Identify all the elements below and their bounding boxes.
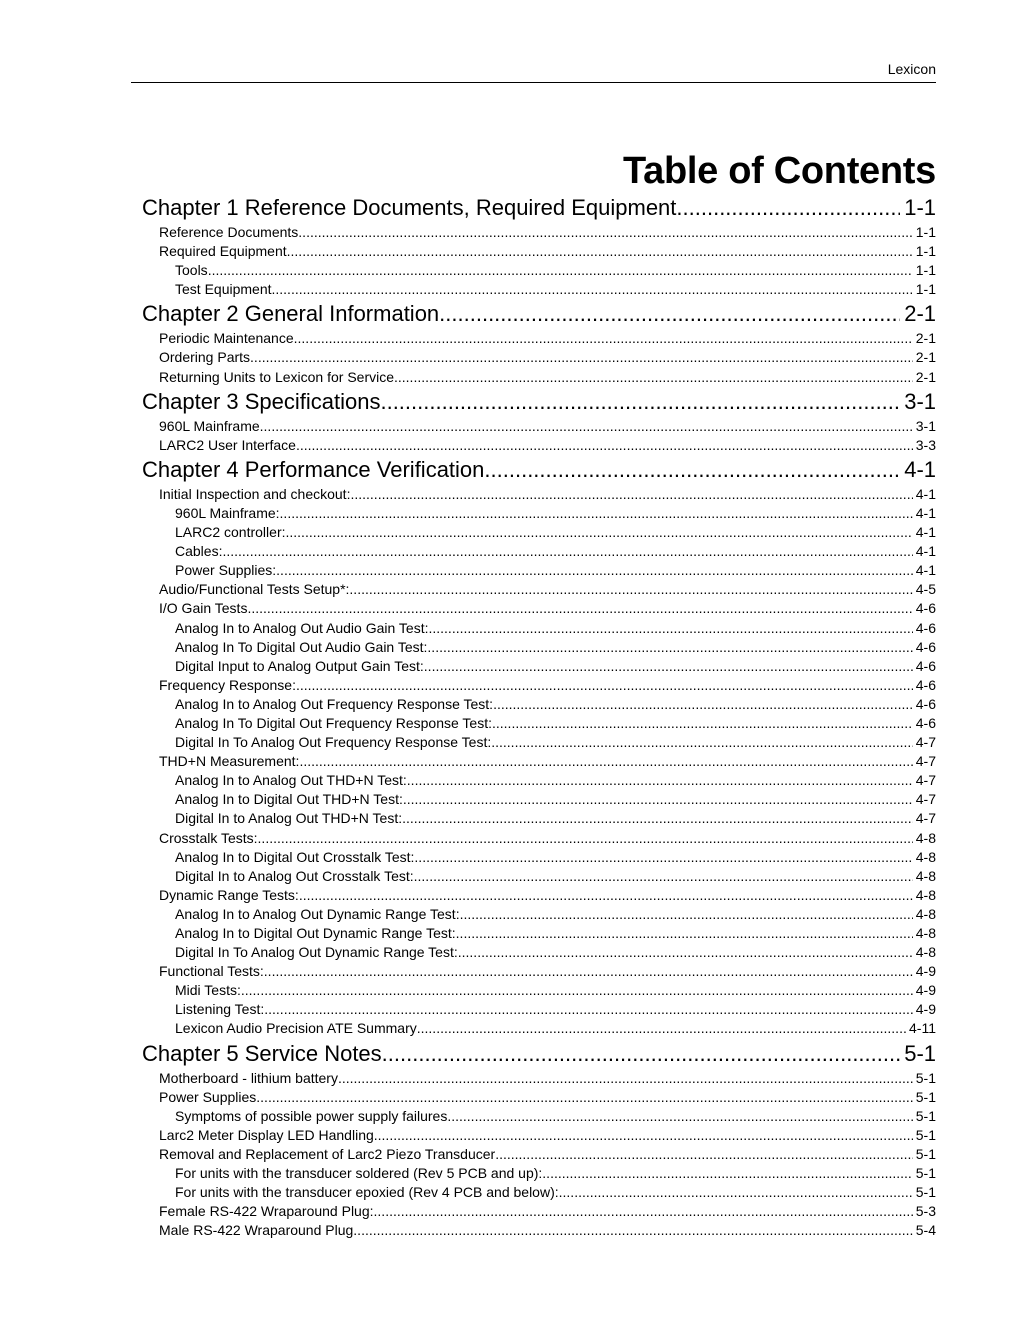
- toc-dot-leader: [559, 1183, 913, 1202]
- toc-section-entry[interactable]: [142, 485, 936, 504]
- toc-dot-leader: [294, 329, 913, 348]
- toc-subsection-entry[interactable]: [142, 790, 936, 809]
- toc-dot-leader: [484, 455, 900, 485]
- toc-entry-label: Analog In to Analog Out Frequency Response Test:: [175, 695, 494, 712]
- toc-dot-leader: [296, 676, 913, 695]
- toc-page-number: 2-1: [915, 349, 936, 366]
- toc-subsection-entry[interactable]: [142, 733, 936, 752]
- toc-chapter-entry[interactable]: [142, 455, 936, 485]
- toc-entry-label: Male RS-422 Wraparound Plug: [159, 1222, 354, 1239]
- toc-section-entry[interactable]: [142, 676, 936, 695]
- toc-page-number: 4-6: [915, 638, 936, 655]
- toc-section-entry[interactable]: [142, 962, 936, 981]
- toc-entry-label: Cables:: [175, 543, 223, 560]
- toc-entry-label: Analog In to Analog Out Audio Gain Test:: [175, 619, 429, 636]
- toc-page-number: 4-8: [915, 905, 936, 922]
- toc-entry-label: Analog In to Analog Out THD+N Test:: [175, 772, 407, 789]
- toc-subsection-entry[interactable]: [142, 280, 936, 299]
- toc-entry-label: Chapter 5 Service Notes: [142, 1040, 382, 1066]
- toc-page-number: 3-3: [915, 436, 936, 453]
- toc-page-number: 1-1: [915, 262, 936, 279]
- toc-page-number: 4-9: [915, 963, 936, 980]
- toc-subsection-entry[interactable]: [142, 981, 936, 1000]
- toc-entry-label: 960L Mainframe:: [175, 504, 280, 521]
- toc-page-number: 4-1: [915, 504, 936, 521]
- toc-subsection-entry[interactable]: [142, 1107, 936, 1126]
- toc-dot-leader: [258, 829, 913, 848]
- toc-entry-label: Power Supplies:: [175, 562, 277, 579]
- toc-dot-leader: [241, 981, 913, 1000]
- toc-chapter-entry[interactable]: [142, 387, 936, 417]
- toc-dot-leader: [350, 485, 912, 504]
- toc-entry-label: Analog In to Analog Out Dynamic Range Test:: [175, 905, 460, 922]
- toc-chapter-entry[interactable]: [142, 1039, 936, 1069]
- toc-page-number: 5-1: [915, 1184, 936, 1201]
- toc-dot-leader: [353, 1221, 912, 1240]
- page-title: Table of Contents: [623, 150, 936, 192]
- toc-dot-leader: [394, 368, 913, 387]
- toc-page-number: 5-1: [915, 1126, 936, 1143]
- toc-dot-leader: [428, 619, 912, 638]
- toc-section-entry[interactable]: [142, 348, 936, 367]
- toc-section-entry[interactable]: [142, 368, 936, 387]
- toc-page-number: 4-7: [915, 772, 936, 789]
- toc-page-number: 4-8: [915, 925, 936, 941]
- toc-entry-label: Analog In To Digital Out Audio Gain Test:: [175, 638, 428, 655]
- toc-page-number: 5-4: [915, 1222, 936, 1239]
- toc-entry-label: Lexicon Audio Precision ATE Summary: [175, 1020, 417, 1037]
- toc-subsection-entry[interactable]: [142, 619, 936, 638]
- toc-subsection-entry[interactable]: [142, 1019, 936, 1038]
- toc-entry-label: Ordering Parts: [159, 349, 251, 366]
- toc-dot-leader: [299, 886, 913, 905]
- toc-page-number: 4-8: [915, 886, 936, 903]
- toc-dot-leader: [414, 867, 913, 886]
- toc-subsection-entry[interactable]: [142, 561, 936, 580]
- toc-page-number: 1-1: [904, 195, 936, 220]
- toc-section-entry[interactable]: [142, 1088, 936, 1107]
- toc-dot-leader: [260, 417, 913, 436]
- toc-entry-label: For units with the transducer epoxied (Rev 4 PCB and below):: [175, 1184, 559, 1201]
- toc-entry-label: THD+N Measurement:: [159, 753, 300, 770]
- toc-page-number: 3-1: [915, 417, 936, 434]
- toc-dot-leader: [299, 752, 912, 771]
- toc-subsection-entry[interactable]: [142, 905, 936, 924]
- toc-section-entry[interactable]: [142, 599, 936, 618]
- toc-section-entry[interactable]: [142, 580, 936, 599]
- toc-page-number: 4-7: [915, 810, 936, 827]
- toc-page-number: 1-1: [915, 224, 936, 240]
- toc-page-number: 1-1: [915, 243, 936, 260]
- toc-entry-label: LARC2 User Interface: [159, 436, 296, 453]
- toc-subsection-entry[interactable]: [142, 924, 936, 943]
- toc-entry-label: Analog In to Digital Out Dynamic Range Test:: [175, 925, 456, 941]
- toc-entry-label: Digital Input to Analog Output Gain Test:: [175, 657, 424, 674]
- header-divider: [131, 82, 936, 83]
- toc-dot-leader: [447, 1107, 912, 1126]
- toc-entry-label: Power Supplies: [159, 1088, 257, 1105]
- toc-dot-leader: [264, 1000, 913, 1019]
- toc-page-number: 4-6: [915, 695, 936, 712]
- toc-subsection-entry[interactable]: [142, 657, 936, 676]
- toc-subsection-entry[interactable]: [142, 1000, 936, 1019]
- toc-page-number: 4-8: [915, 829, 936, 846]
- toc-dot-leader: [402, 809, 913, 828]
- toc-page-number: 4-8: [915, 867, 936, 884]
- toc-entry-label: Motherboard - lithium battery: [159, 1069, 338, 1086]
- toc-page-number: 4-8: [915, 944, 936, 961]
- toc-entry-label: Digital In to Analog Out Crosstalk Test:: [175, 867, 414, 884]
- toc-page-number: 4-6: [915, 657, 936, 674]
- toc-entry-label: For units with the transducer soldered (Rev 5 PCB and up):: [175, 1165, 543, 1182]
- toc-entry-label: Test Equipment: [175, 281, 272, 298]
- toc-subsection-entry[interactable]: [142, 261, 936, 280]
- toc-page-number: 5-1: [915, 1069, 936, 1086]
- toc-subsection-entry[interactable]: [142, 714, 936, 733]
- toc-page-number: 4-9: [915, 1001, 936, 1018]
- toc-page-number: 4-6: [915, 619, 936, 636]
- toc-entry-label: Dynamic Range Tests:: [159, 886, 299, 903]
- toc-page-number: 4-1: [915, 543, 936, 560]
- toc-section-entry[interactable]: [142, 1145, 936, 1164]
- toc-subsection-entry[interactable]: [142, 848, 936, 867]
- toc-page-number: 4-8: [915, 848, 936, 865]
- toc-page-number: 2-1: [915, 330, 936, 347]
- toc-dot-leader: [296, 436, 913, 455]
- toc-dot-leader: [374, 1126, 913, 1145]
- toc-dot-leader: [542, 1164, 912, 1183]
- toc-entry-label: Chapter 4 Performance Verification: [142, 456, 485, 482]
- toc-dot-leader: [287, 242, 913, 261]
- toc-dot-leader: [460, 905, 913, 924]
- toc-section-entry[interactable]: [142, 242, 936, 261]
- toc-dot-leader: [208, 261, 913, 280]
- toc-section-entry[interactable]: [142, 829, 936, 848]
- toc-page-number: 4-11: [909, 1020, 936, 1037]
- toc-subsection-entry[interactable]: [142, 695, 936, 714]
- toc-dot-leader: [676, 193, 900, 223]
- toc-dot-leader: [495, 1145, 913, 1164]
- toc-section-entry[interactable]: [142, 1126, 936, 1145]
- toc-dot-leader: [286, 523, 913, 542]
- toc-subsection-entry[interactable]: [142, 1183, 936, 1202]
- toc-section-entry[interactable]: [142, 417, 936, 436]
- toc-page-number: 4-5: [915, 581, 936, 598]
- toc-dot-leader: [349, 580, 912, 599]
- toc-entry-label: Required Equipment: [159, 243, 287, 260]
- toc-entry-label: Digital In to Analog Out THD+N Test:: [175, 810, 403, 827]
- toc-dot-leader: [247, 599, 912, 618]
- toc-dot-leader: [382, 1039, 901, 1069]
- toc-dot-leader: [417, 1019, 906, 1038]
- toc-page-number: 5-1: [904, 1040, 936, 1066]
- toc-entry-label: I/O Gain Tests: [159, 600, 248, 617]
- toc-dot-leader: [458, 943, 913, 962]
- toc-entry-label: Removal and Replacement of Larc2 Piezo Transducer: [159, 1145, 496, 1162]
- toc-dot-leader: [424, 657, 913, 676]
- toc-page-number: 4-1: [915, 562, 936, 579]
- toc-page-number: 4-6: [915, 714, 936, 731]
- toc-page-number: 5-1: [915, 1107, 936, 1124]
- toc-entry-label: Larc2 Meter Display LED Handling: [159, 1126, 374, 1143]
- header-brand: Lexicon: [887, 61, 936, 77]
- toc-page-number: 5-1: [915, 1145, 936, 1162]
- toc-entry-label: Digital In To Analog Out Dynamic Range Test:: [175, 944, 458, 961]
- toc-page-number: 4-7: [915, 753, 936, 770]
- toc-entry-label: Analog In To Digital Out Frequency Response Test:: [175, 714, 492, 731]
- toc-entry-label: Symptoms of possible power supply failures: [175, 1107, 448, 1124]
- toc-entry-label: Reference Documents: [159, 224, 299, 240]
- toc-chapter-entry[interactable]: [142, 299, 936, 329]
- toc-subsection-entry[interactable]: [142, 542, 936, 561]
- toc-page-number: 5-1: [915, 1165, 936, 1182]
- toc-page-number: 4-6: [915, 676, 936, 693]
- toc-dot-leader: [276, 561, 913, 580]
- toc-dot-leader: [491, 733, 913, 752]
- toc-entry-label: Periodic Maintenance: [159, 330, 294, 347]
- toc-entry-label: Analog In to Digital Out Crosstalk Test:: [175, 848, 415, 865]
- toc-subsection-entry[interactable]: [142, 638, 936, 657]
- toc-dot-leader: [414, 848, 912, 867]
- toc-page-number: 4-9: [915, 982, 936, 999]
- toc-subsection-entry[interactable]: [142, 771, 936, 790]
- toc-dot-leader: [264, 962, 913, 981]
- toc-dot-leader: [298, 223, 912, 242]
- toc-page-number: 4-1: [915, 485, 936, 502]
- toc-section-entry[interactable]: [142, 436, 936, 455]
- toc-page-number: 4-1: [915, 524, 936, 541]
- toc-entry-label: Midi Tests:: [175, 982, 241, 999]
- toc-entry-label: Returning Units to Lexicon for Service: [159, 368, 394, 385]
- toc-section-entry[interactable]: [142, 886, 936, 905]
- toc-entry-label: Digital In To Analog Out Frequency Response Test:: [175, 734, 492, 751]
- toc-page-number: 4-1: [904, 456, 936, 482]
- toc-entry-label: Audio/Functional Tests Setup*:: [159, 581, 350, 598]
- toc-page-number: 4-6: [915, 600, 936, 617]
- toc-entry-label: LARC2 controller:: [175, 524, 286, 541]
- toc-dot-leader: [439, 299, 900, 329]
- toc-entry-label: Tools: [175, 262, 208, 279]
- toc-entry-label: Frequency Response:: [159, 676, 296, 693]
- toc-entry-label: Female RS-422 Wraparound Plug:: [159, 1203, 374, 1220]
- toc-entry-label: Chapter 3 Specifications: [142, 388, 381, 414]
- toc-subsection-entry[interactable]: [142, 809, 936, 828]
- toc-page-number: 1-1: [915, 281, 936, 298]
- toc-dot-leader: [403, 790, 913, 809]
- toc-entry-label: Crosstalk Tests:: [159, 829, 258, 846]
- toc-subsection-entry[interactable]: [142, 943, 936, 962]
- toc-section-entry[interactable]: [142, 752, 936, 771]
- toc-section-entry[interactable]: [142, 223, 936, 242]
- toc-subsection-entry[interactable]: [142, 1164, 936, 1183]
- toc-entry-label: Initial Inspection and checkout:: [159, 485, 351, 502]
- toc-dot-leader: [492, 714, 913, 733]
- toc-dot-leader: [380, 387, 900, 417]
- toc-page-number: 2-1: [904, 301, 936, 327]
- toc-entry-label: 960L Mainframe: [159, 417, 260, 434]
- toc-subsection-entry[interactable]: [142, 867, 936, 886]
- toc-subsection-entry[interactable]: [142, 523, 936, 542]
- toc-dot-leader: [256, 1088, 912, 1107]
- toc-page-number: 5-1: [915, 1088, 936, 1105]
- toc-dot-leader: [338, 1069, 913, 1088]
- toc-page-number: 2-1: [915, 368, 936, 385]
- toc-dot-leader: [456, 924, 913, 943]
- toc-page-number: 4-7: [915, 791, 936, 808]
- toc-dot-leader: [407, 771, 913, 790]
- toc-entry-label: Chapter 2 General Information: [142, 301, 440, 327]
- toc-dot-leader: [493, 695, 913, 714]
- toc-dot-leader: [374, 1202, 913, 1221]
- toc-entry-label: Functional Tests:: [159, 963, 264, 980]
- table-of-contents: [142, 193, 936, 1240]
- toc-page-number: 4-7: [915, 734, 936, 751]
- toc-section-entry[interactable]: [142, 1069, 936, 1088]
- toc-dot-leader: [280, 504, 913, 523]
- toc-dot-leader: [250, 348, 913, 367]
- toc-page-number: 5-3: [915, 1203, 936, 1220]
- toc-section-entry[interactable]: [142, 329, 936, 348]
- toc-dot-leader: [427, 638, 912, 657]
- toc-subsection-entry[interactable]: [142, 504, 936, 523]
- toc-entry-label: Listening Test:: [175, 1001, 265, 1018]
- toc-dot-leader: [272, 280, 913, 299]
- toc-dot-leader: [222, 542, 912, 561]
- toc-page-number: 3-1: [904, 388, 936, 414]
- toc-entry-label: Chapter 1 Reference Documents, Required Equipment: [142, 195, 677, 220]
- toc-section-entry[interactable]: [142, 1202, 936, 1221]
- toc-chapter-entry[interactable]: [142, 193, 936, 223]
- toc-section-entry[interactable]: [142, 1221, 936, 1240]
- toc-entry-label: Analog In to Digital Out THD+N Test:: [175, 791, 403, 808]
